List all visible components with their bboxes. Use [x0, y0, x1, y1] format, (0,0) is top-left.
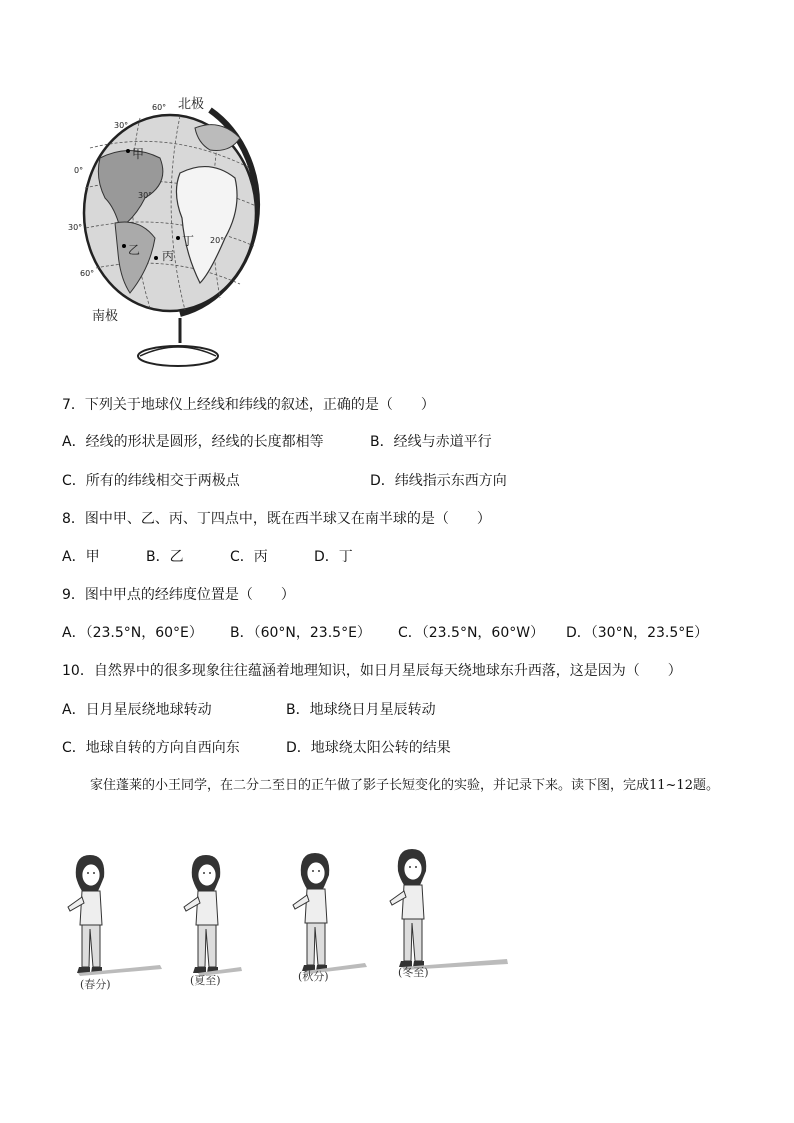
figure-autumn	[293, 853, 367, 974]
lat-30-top-label: 30°	[114, 121, 129, 130]
q10-option-d[interactable]: D．地球绕太阳公转的结果	[286, 740, 451, 756]
q9-option-b[interactable]: B．（60°N，23.5°E）	[230, 625, 371, 641]
globe-figure	[60, 88, 280, 373]
point-ding-label: 丁	[182, 234, 195, 248]
shadow-figures	[60, 845, 520, 995]
point-bing-label: 丙	[162, 249, 175, 263]
q10-stem: 10．自然界中的很多现象往往蕴涵着地理知识，如日月星辰每天绕地球东升西落，这是因为（ ）	[62, 663, 682, 679]
south-pole-label: 南极	[92, 309, 119, 324]
shadow-experiment-intro: 家住蓬莱的小王同学，在二分二至日的正午做了影子长短变化的实验，并记录下来。读下图，完成11~12题。	[90, 778, 719, 793]
lat-60-bottom-label: 60°	[80, 269, 95, 278]
lon-20-label: 20°	[210, 236, 225, 245]
q7-stem: 7．下列关于地球仪上经线和纬线的叙述，正确的是（ ）	[62, 397, 435, 413]
q8-option-c[interactable]: C．丙	[230, 549, 268, 565]
lat-60-top-label: 60°	[152, 103, 167, 112]
q7-option-d[interactable]: D．纬线指示东西方向	[370, 473, 507, 489]
q9-option-c[interactable]: C．（23.5°N，60°W）	[398, 625, 545, 641]
figure-summer	[184, 855, 242, 976]
figure-winter	[390, 849, 508, 970]
point-jia-label: 甲	[132, 147, 145, 161]
q8-option-a[interactable]: A．甲	[62, 549, 100, 565]
q9-option-a[interactable]: A．（23.5°N，60°E）	[62, 625, 203, 641]
point-yi-label: 乙	[128, 243, 141, 257]
north-pole-label: 北极	[178, 97, 205, 112]
q9-stem: 9．图中甲点的经纬度位置是（ ）	[62, 587, 295, 603]
q8-stem: 8．图中甲、乙、丙、丁四点中，既在西半球又在南半球的是（ ）	[62, 511, 491, 527]
lat-0-label: 0°	[74, 166, 84, 175]
lat-30-bottom-label: 30°	[68, 223, 83, 232]
figure-spring	[68, 855, 162, 976]
q7-option-c[interactable]: C．所有的纬线相交于两极点	[62, 473, 240, 489]
q7-option-b[interactable]: B．经线与赤道平行	[370, 434, 492, 450]
q8-option-d[interactable]: D．丁	[314, 549, 353, 565]
q7-option-a[interactable]: A．经线的形状是圆形，经线的长度都相等	[62, 434, 324, 450]
label-summer-solstice: (夏至)	[190, 974, 221, 987]
q9-option-d[interactable]: D．（30°N，23.5°E）	[566, 625, 709, 641]
label-autumn-equinox: (秋分)	[298, 970, 329, 983]
label-spring-equinox: (春分)	[80, 978, 111, 991]
q10-option-b[interactable]: B．地球绕日月星辰转动	[286, 702, 436, 718]
q8-option-b[interactable]: B．乙	[146, 549, 184, 565]
q10-option-c[interactable]: C．地球自转的方向自西向东	[62, 740, 240, 756]
lon-30-label: 30°	[138, 191, 153, 200]
label-winter-solstice: (冬至)	[398, 966, 429, 979]
q10-option-a[interactable]: A．日月星辰绕地球转动	[62, 702, 212, 718]
